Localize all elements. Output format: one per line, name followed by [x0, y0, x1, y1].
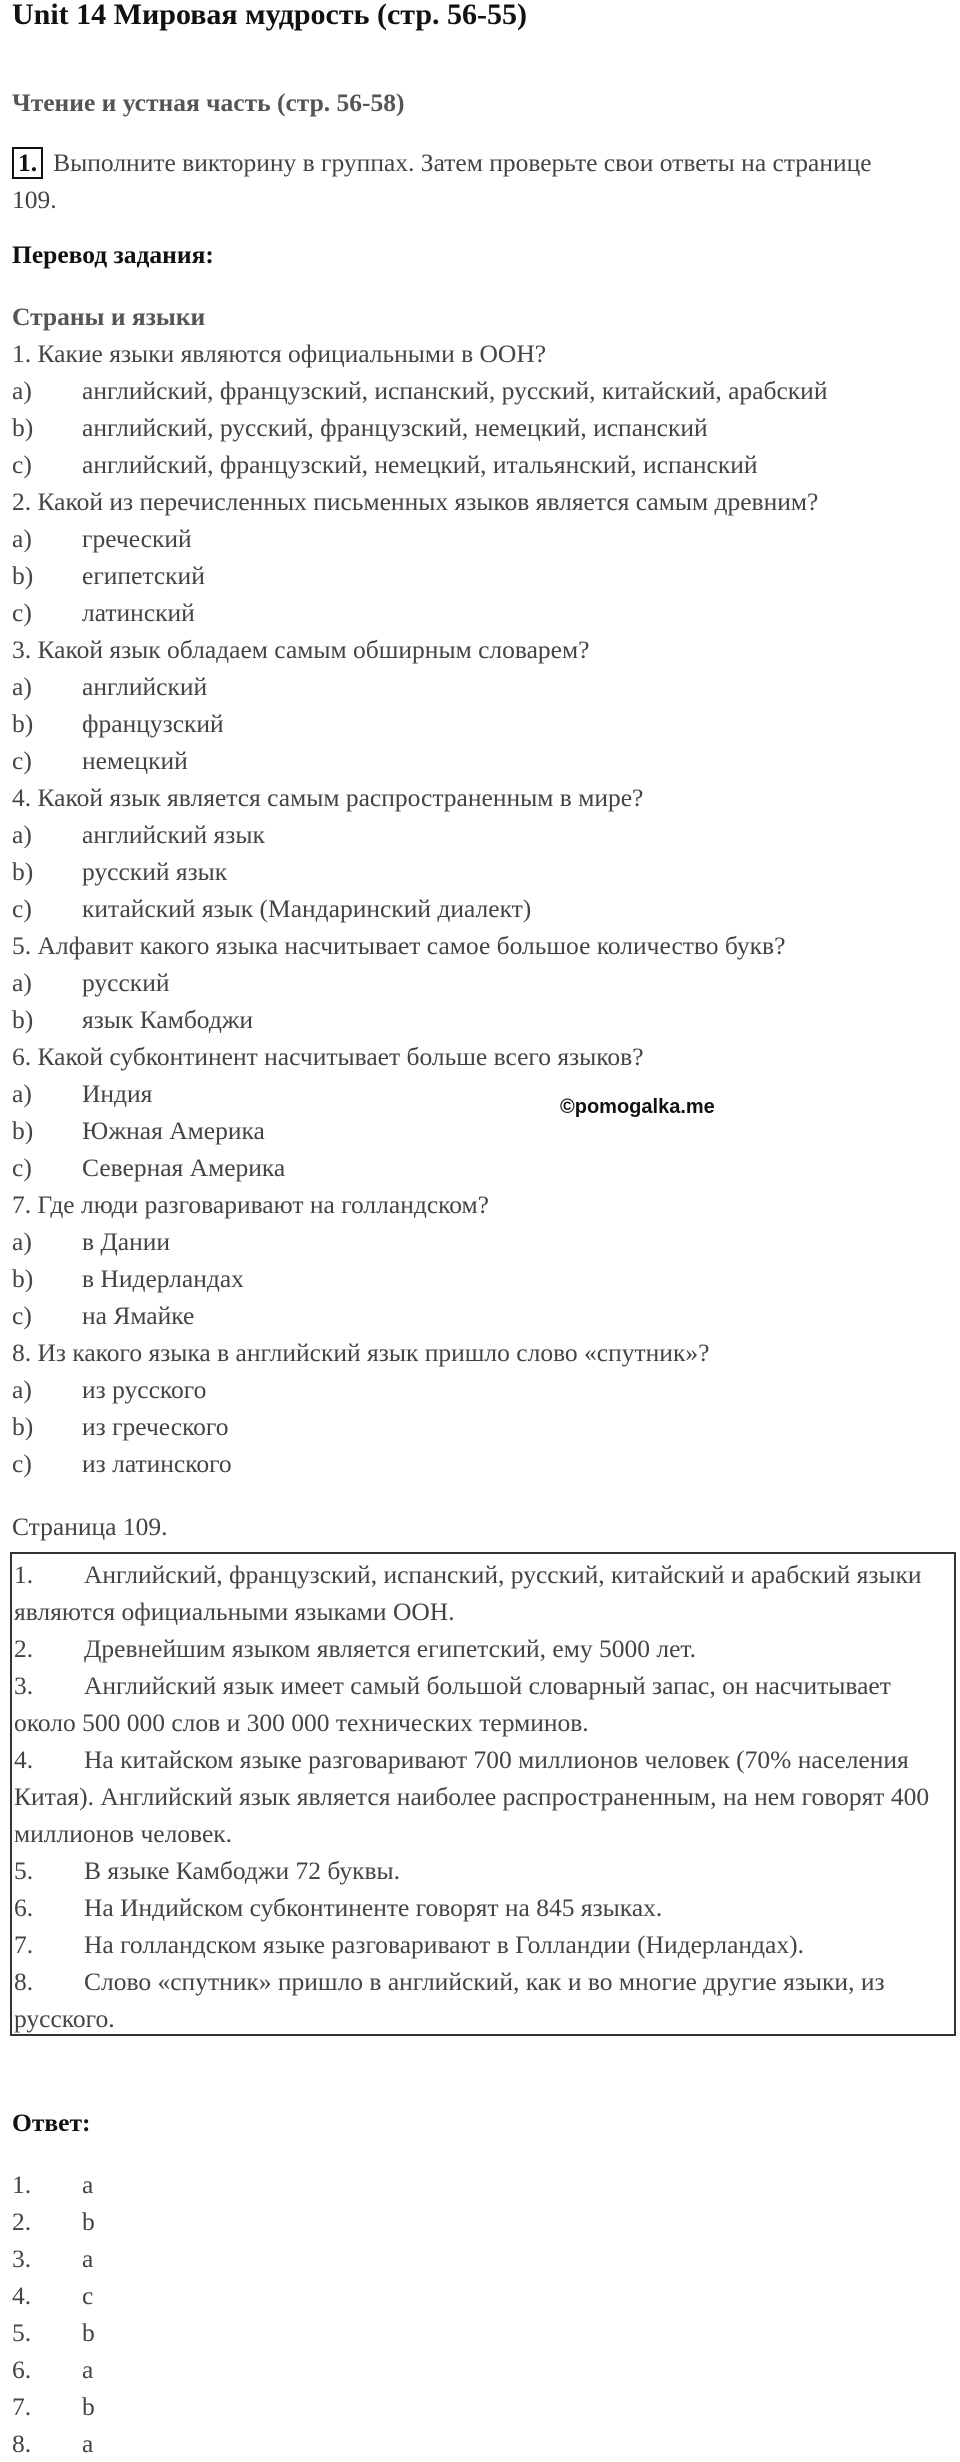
fact-item	[14, 1926, 954, 1963]
option-letter: c)	[12, 1301, 32, 1330]
fact-item	[14, 1741, 954, 1852]
answer-number: 5.	[12, 2318, 32, 2347]
option-letter: c)	[12, 746, 32, 775]
quiz-option	[12, 668, 942, 705]
answer-row	[12, 2240, 95, 2277]
answer-letter: b	[82, 2318, 95, 2347]
quiz-option	[12, 1371, 942, 1408]
quiz-option	[12, 409, 942, 446]
fact-number: 8.	[14, 1967, 34, 1996]
option-text: английский, французский, немецкий, итальянский, испанский	[82, 450, 758, 479]
quiz-option	[12, 594, 942, 631]
option-letter: a)	[12, 1227, 32, 1256]
quiz-option	[12, 1075, 942, 1112]
task-instruction	[12, 144, 882, 218]
answer-row	[12, 2425, 95, 2462]
quiz-option	[12, 1149, 942, 1186]
option-text: Южная Америка	[82, 1116, 265, 1145]
option-text: Северная Америка	[82, 1153, 286, 1182]
quiz-question: 5. Алфавит какого языка насчитывает самое большое количество букв?	[12, 931, 786, 960]
answer-row	[12, 2166, 95, 2203]
page-reference: Страница 109.	[12, 1512, 168, 1541]
fact-number: 1.	[14, 1560, 34, 1589]
fact-item	[14, 1630, 954, 1667]
page-title: Unit 14 Мировая мудрость (стр. 56-55)	[12, 0, 528, 31]
quiz-option	[12, 557, 942, 594]
option-text: язык Камбоджи	[82, 1005, 254, 1034]
watermark: ©pomogalka.me	[560, 1096, 715, 1118]
answer-letter: a	[82, 2170, 94, 2199]
answer-list	[12, 2166, 95, 2462]
answer-number: 7.	[12, 2392, 32, 2421]
quiz-question: 2. Какой из перечисленных письменных языков является самым древним?	[12, 487, 819, 516]
answer-number: 2.	[12, 2207, 32, 2236]
option-text: в Нидерландах	[82, 1264, 244, 1293]
fact-item	[14, 1556, 954, 1630]
option-text: египетский	[82, 561, 205, 590]
quiz-option	[12, 705, 942, 742]
fact-item	[14, 1963, 954, 2037]
fact-number: 5.	[14, 1856, 34, 1885]
option-letter: b)	[12, 709, 34, 738]
option-text: китайский язык (Мандаринский диалект)	[82, 894, 532, 923]
quiz-question: 1. Какие языки являются официальными в ООН?	[12, 339, 547, 368]
fact-text: Английский, французский, испанский, русский, китайский и арабский языки являются официальными языками ООН.	[14, 1560, 922, 1626]
option-text: из греческого	[82, 1412, 229, 1441]
quiz-option	[12, 1260, 942, 1297]
option-letter: a)	[12, 1079, 32, 1108]
answer-heading: Ответ:	[12, 2108, 91, 2137]
option-text: греческий	[82, 524, 192, 553]
option-text: немецкий	[82, 746, 188, 775]
quiz-question: 8. Из какого языка в английский язык пришло слово «спутник»?	[12, 1338, 710, 1367]
quiz-option	[12, 890, 942, 927]
translation-heading: Перевод задания:	[12, 240, 214, 269]
option-text: русский язык	[82, 857, 228, 886]
option-text: русский	[82, 968, 170, 997]
option-letter: c)	[12, 450, 32, 479]
option-letter: b)	[12, 1005, 34, 1034]
quiz-question: 3. Какой язык обладаем самым обширным словарем?	[12, 635, 590, 664]
option-letter: b)	[12, 413, 34, 442]
option-letter: a)	[12, 376, 32, 405]
answer-row	[12, 2277, 95, 2314]
option-letter: a)	[12, 1375, 32, 1404]
option-letter: c)	[12, 1449, 32, 1478]
option-letter: a)	[12, 672, 32, 701]
option-letter: b)	[12, 1116, 34, 1145]
quiz-section-title: Страны и языки	[12, 302, 206, 331]
answer-number: 3.	[12, 2244, 32, 2273]
quiz-option	[12, 816, 942, 853]
option-text: Индия	[82, 1079, 153, 1108]
option-letter: b)	[12, 1264, 34, 1293]
quiz-option	[12, 1001, 942, 1038]
fact-number: 6.	[14, 1893, 34, 1922]
fact-item	[14, 1667, 954, 1741]
quiz	[12, 298, 942, 1482]
option-letter: b)	[12, 561, 34, 590]
task-number: 1.	[12, 147, 43, 179]
answer-letter: b	[82, 2207, 95, 2236]
fact-text: В языке Камбоджи 72 буквы.	[84, 1856, 401, 1885]
answer-number: 8.	[12, 2429, 32, 2458]
fact-number: 3.	[14, 1671, 34, 1700]
answer-number: 4.	[12, 2281, 32, 2310]
fact-number: 7.	[14, 1930, 34, 1959]
fact-text: На голландском языке разговаривают в Голландии (Нидерландах).	[84, 1930, 804, 1959]
task-text: Выполните викторину в группах. Затем проверьте свои ответы на странице 109.	[12, 148, 872, 214]
quiz-question: 6. Какой субконтинент насчитывает больше всего языков?	[12, 1042, 644, 1071]
option-text: в Дании	[82, 1227, 171, 1256]
fact-text: Древнейшим языком является египетский, ему 5000 лет.	[84, 1634, 696, 1663]
quiz-question: 7. Где люди разговаривают на голландском?	[12, 1190, 489, 1219]
option-text: из русского	[82, 1375, 207, 1404]
fact-item	[14, 1852, 954, 1889]
fact-text: Английский язык имеет самый большой словарный запас, он насчитывает около 500 000 слов и 300 000 технических терминов.	[14, 1671, 891, 1737]
quiz-option	[12, 1408, 942, 1445]
answer-row	[12, 2203, 95, 2240]
quiz-question: 4. Какой язык является самым распространенным в мире?	[12, 783, 644, 812]
option-letter: a)	[12, 820, 32, 849]
quiz-option	[12, 964, 942, 1001]
option-text: английский, русский, французский, немецкий, испанский	[82, 413, 708, 442]
answer-row	[12, 2388, 95, 2425]
answer-letter: b	[82, 2392, 95, 2421]
answer-letter: a	[82, 2244, 94, 2273]
option-text: английский, французский, испанский, русский, китайский, арабский	[82, 376, 828, 405]
quiz-option	[12, 742, 942, 779]
quiz-option	[12, 1223, 942, 1260]
fact-item	[14, 1889, 954, 1926]
option-text: из латинского	[82, 1449, 232, 1478]
option-letter: b)	[12, 1412, 34, 1441]
option-letter: c)	[12, 598, 32, 627]
option-letter: c)	[12, 1153, 32, 1182]
quiz-option	[12, 1297, 942, 1334]
answer-number: 6.	[12, 2355, 32, 2384]
answer-row	[12, 2314, 95, 2351]
fact-number: 2.	[14, 1634, 34, 1663]
answer-number: 1.	[12, 2170, 32, 2199]
facts-box	[10, 1552, 956, 2036]
quiz-option	[12, 853, 942, 890]
option-letter: a)	[12, 524, 32, 553]
answer-letter: a	[82, 2355, 94, 2384]
option-letter: c)	[12, 894, 32, 923]
option-text: латинский	[82, 598, 195, 627]
quiz-option	[12, 1445, 942, 1482]
answer-row	[12, 2351, 95, 2388]
quiz-option	[12, 446, 942, 483]
fact-number: 4.	[14, 1745, 34, 1774]
fact-text: Слово «спутник» пришло в английский, как и во многие другие языки, из русского.	[14, 1967, 885, 2033]
quiz-option	[12, 520, 942, 557]
fact-text: На Индийском субконтиненте говорят на 845 языках.	[84, 1893, 663, 1922]
option-text: на Ямайке	[82, 1301, 195, 1330]
answer-letter: c	[82, 2281, 94, 2310]
quiz-option	[12, 372, 942, 409]
option-text: английский	[82, 672, 208, 701]
quiz-option	[12, 1112, 942, 1149]
answer-letter: a	[82, 2429, 94, 2458]
fact-text: На китайском языке разговаривают 700 миллионов человек (70% населения Китая). Английский язык является наиболее распространенным, на нем говорят 400 миллионов человек.	[14, 1745, 930, 1848]
section-subheading: Чтение и устная часть (стр. 56-58)	[12, 88, 405, 117]
option-letter: a)	[12, 968, 32, 997]
option-text: французский	[82, 709, 224, 738]
option-letter: b)	[12, 857, 34, 886]
option-text: английский язык	[82, 820, 265, 849]
